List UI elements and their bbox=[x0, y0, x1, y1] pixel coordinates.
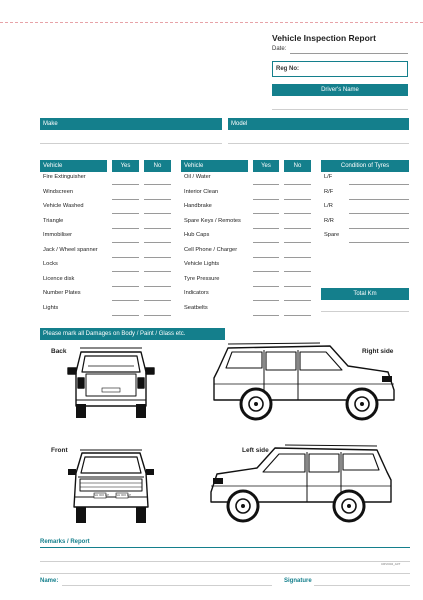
left-check-no-cell[interactable] bbox=[144, 199, 171, 200]
front-plate-left: SH 000 GP bbox=[94, 493, 110, 497]
left-check-no-cell[interactable] bbox=[144, 300, 171, 301]
remarks-line-2[interactable] bbox=[40, 561, 410, 562]
vehicle-right-side-diagram[interactable] bbox=[210, 342, 400, 422]
left-check-yes-cell[interactable] bbox=[112, 213, 139, 214]
vehicle-front-diagram[interactable] bbox=[66, 447, 156, 525]
right-check-yes-cell[interactable] bbox=[253, 184, 279, 185]
total-km-field[interactable] bbox=[321, 311, 409, 312]
left-check-item-label: Vehicle Washed bbox=[43, 203, 84, 209]
tyre-position-label: L/F bbox=[324, 174, 333, 180]
left-check-item-label: Immobiliser bbox=[43, 232, 73, 238]
left-check-item-label: Fire Extinguisher bbox=[43, 174, 86, 180]
left-check-item-label: Windscreen bbox=[43, 188, 74, 195]
left-check-no-cell[interactable] bbox=[144, 286, 171, 287]
right-check-item-label: Interior Clean bbox=[184, 188, 219, 195]
left-vehicle-header: Vehicle bbox=[40, 160, 107, 172]
left-check-yes-cell[interactable] bbox=[112, 271, 139, 272]
left-check-no-cell[interactable] bbox=[144, 184, 171, 185]
left-yes-header: Yes bbox=[112, 160, 139, 172]
right-check-yes-cell[interactable] bbox=[253, 286, 279, 287]
vehicle-back-diagram[interactable] bbox=[66, 344, 156, 420]
left-check-item-label: Jack / Wheel spanner bbox=[43, 246, 98, 253]
right-check-no-cell[interactable] bbox=[284, 271, 311, 272]
left-check-yes-cell[interactable] bbox=[112, 199, 139, 200]
left-no-header: No bbox=[144, 160, 171, 172]
vehicle-left-side-diagram[interactable] bbox=[205, 444, 395, 524]
model-header: Model bbox=[228, 118, 409, 130]
name-field[interactable] bbox=[62, 585, 272, 586]
right-check-item-label: Vehicle Lights bbox=[184, 261, 220, 267]
perforation-line bbox=[0, 22, 423, 23]
left-check-yes-cell[interactable] bbox=[112, 286, 139, 287]
front-view-label: Front bbox=[51, 447, 68, 454]
left-check-item-label: Triangle bbox=[43, 217, 64, 224]
form-code: CRVI002_A0T bbox=[381, 562, 401, 566]
left-check-yes-cell[interactable] bbox=[112, 184, 139, 185]
signature-label: Signature bbox=[284, 578, 312, 584]
reg-no-label: Reg No: bbox=[276, 66, 299, 72]
right-check-no-cell[interactable] bbox=[284, 213, 311, 214]
damage-instruction: Please mark all Damages on Body / Paint / Glass etc. bbox=[40, 328, 225, 340]
tyres-header: Condition of Tyres bbox=[321, 160, 409, 172]
left-check-yes-cell[interactable] bbox=[112, 242, 139, 243]
right-check-no-cell[interactable] bbox=[284, 242, 311, 243]
total-km-header: Total Km bbox=[321, 288, 409, 300]
left-check-no-cell[interactable] bbox=[144, 242, 171, 243]
left-check-item-label: Licence disk bbox=[43, 275, 75, 282]
left-view-label: Left side bbox=[242, 447, 269, 454]
remarks-line-3[interactable] bbox=[40, 573, 410, 574]
right-check-item-label: Tyre Pressure bbox=[184, 275, 220, 282]
front-plate-right: SH 000 GP bbox=[116, 493, 132, 497]
name-label: Name: bbox=[40, 578, 59, 584]
right-check-yes-cell[interactable] bbox=[253, 257, 279, 258]
tyre-position-label: L/R bbox=[324, 203, 333, 209]
left-check-no-cell[interactable] bbox=[144, 213, 171, 214]
right-yes-header: Yes bbox=[253, 160, 279, 172]
left-check-item-label: Locks bbox=[43, 261, 58, 267]
right-check-yes-cell[interactable] bbox=[253, 315, 279, 316]
signature-field[interactable] bbox=[314, 585, 410, 586]
tyre-condition-field[interactable] bbox=[349, 184, 409, 185]
right-check-item-label: Handbrake bbox=[184, 203, 212, 209]
tyre-condition-field[interactable] bbox=[349, 213, 409, 214]
left-check-no-cell[interactable] bbox=[144, 271, 171, 272]
right-check-item-label: Indicators bbox=[184, 290, 209, 296]
right-check-no-cell[interactable] bbox=[284, 315, 311, 316]
right-check-yes-cell[interactable] bbox=[253, 242, 279, 243]
date-label: Date: bbox=[272, 46, 287, 52]
right-check-yes-cell[interactable] bbox=[253, 199, 279, 200]
tyre-condition-field[interactable] bbox=[349, 242, 409, 243]
back-view-label: Back bbox=[51, 348, 67, 355]
date-field[interactable] bbox=[290, 53, 408, 54]
tyre-position-label: R/F bbox=[324, 188, 334, 195]
tyre-condition-field[interactable] bbox=[349, 228, 409, 229]
drivers-name-header: Driver's Name bbox=[272, 84, 408, 96]
tyre-position-label: Spare bbox=[324, 232, 340, 238]
right-check-no-cell[interactable] bbox=[284, 184, 311, 185]
right-check-item-label: Oil / Water bbox=[184, 174, 211, 180]
make-header: Make bbox=[40, 118, 222, 130]
right-check-item-label: Hub Caps bbox=[184, 232, 210, 238]
left-check-yes-cell[interactable] bbox=[112, 300, 139, 301]
right-check-yes-cell[interactable] bbox=[253, 228, 279, 229]
drivers-name-field[interactable] bbox=[272, 109, 408, 110]
model-field[interactable] bbox=[228, 143, 409, 144]
right-check-yes-cell[interactable] bbox=[253, 271, 279, 272]
left-check-yes-cell[interactable] bbox=[112, 257, 139, 258]
tyre-position-label: R/R bbox=[324, 217, 334, 224]
left-check-item-label: Number Plates bbox=[43, 290, 81, 296]
form-title: Vehicle Inspection Report bbox=[272, 33, 376, 43]
left-check-yes-cell[interactable] bbox=[112, 315, 139, 316]
right-check-no-cell[interactable] bbox=[284, 228, 311, 229]
right-check-item-label: Seatbelts bbox=[184, 304, 208, 311]
make-field[interactable] bbox=[40, 143, 222, 144]
right-view-label: Right side bbox=[362, 348, 394, 355]
right-check-yes-cell[interactable] bbox=[253, 300, 279, 301]
tyre-condition-field[interactable] bbox=[349, 199, 409, 200]
right-check-no-cell[interactable] bbox=[284, 286, 311, 287]
right-vehicle-header: Vehicle bbox=[181, 160, 248, 172]
left-check-item-label: Lights bbox=[43, 304, 59, 311]
left-check-no-cell[interactable] bbox=[144, 315, 171, 316]
right-check-item-label: Spare Keys / Remotes bbox=[184, 217, 241, 224]
right-check-item-label: Cell Phone / Charger bbox=[184, 246, 238, 253]
right-check-no-cell[interactable] bbox=[284, 257, 311, 258]
remarks-label: Remarks / Report bbox=[40, 539, 90, 545]
right-no-header: No bbox=[284, 160, 311, 172]
left-check-yes-cell[interactable] bbox=[112, 228, 139, 229]
left-check-no-cell[interactable] bbox=[144, 228, 171, 229]
right-check-no-cell[interactable] bbox=[284, 199, 311, 200]
right-check-yes-cell[interactable] bbox=[253, 213, 279, 214]
right-check-no-cell[interactable] bbox=[284, 300, 311, 301]
left-check-no-cell[interactable] bbox=[144, 257, 171, 258]
remarks-line-1[interactable] bbox=[40, 547, 410, 548]
